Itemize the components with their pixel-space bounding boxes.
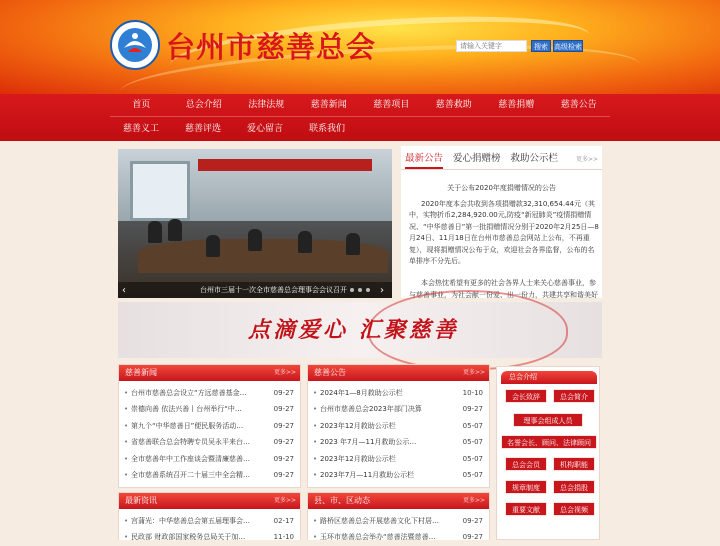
list-item-text[interactable]: 台州市慈善总会设立“方远慈善基金… [131, 389, 247, 397]
list-item-date: 05-07 [462, 421, 483, 430]
nav-item-home[interactable]: 首页 [132, 100, 151, 110]
list-item[interactable] [119, 467, 300, 483]
about-box [496, 366, 600, 540]
list-item-date: 09-27 [273, 438, 294, 447]
list-item-date: 05-07 [462, 470, 483, 479]
list-item[interactable] [308, 467, 489, 483]
slider-photo-person [206, 235, 220, 257]
list-item-date: 09-27 [273, 389, 294, 397]
notice-more-link[interactable]: 更多>> [575, 156, 598, 163]
about-header: 总会介绍 [501, 371, 597, 384]
list-item-date: 09-27 [273, 470, 294, 479]
slider-photo-person [148, 221, 162, 243]
about-button-president-speech[interactable]: 会长致辞 [505, 389, 547, 403]
list-item-date: 02-17 [273, 517, 294, 525]
charity-news-header [119, 365, 300, 381]
charity-notice-title: 慈善公告 [314, 368, 346, 377]
list-item[interactable] [308, 385, 489, 401]
list-item[interactable] [119, 385, 300, 401]
slider-dot[interactable] [366, 288, 370, 292]
charity-notice-header [308, 365, 489, 381]
slider-next-arrow-icon[interactable]: › [380, 285, 384, 296]
slider-photo-window [130, 161, 190, 221]
list-item-text[interactable]: 2024年1—8月救助公示栏 [320, 389, 403, 397]
list-item[interactable] [119, 434, 300, 450]
about-button-intro[interactable]: 总会简介 [553, 389, 595, 403]
list-item-text[interactable]: 全市慈善年中工作座谈会暨清廉慈善… [131, 454, 250, 463]
photo-slider[interactable] [118, 149, 392, 298]
about-button-shares[interactable]: 总会捐股 [553, 480, 595, 494]
list-item-text[interactable]: 玉环市慈善总会举办“慈善法暨慈善… [320, 533, 436, 542]
county-news-header [308, 493, 489, 509]
list-item-text[interactable]: 第九个“中华慈善日”便民服务活动… [131, 421, 244, 430]
latest-info-header [119, 493, 300, 509]
list-item[interactable] [308, 513, 489, 529]
list-item-text[interactable]: 崇德向善 依法兴善丨台州举行“中… [131, 405, 242, 414]
charity-news-box [118, 364, 301, 488]
list-item[interactable] [308, 418, 489, 434]
nav-item-contact[interactable]: 联系我们 [308, 124, 345, 134]
nav-item-notice[interactable]: 慈善公告 [560, 100, 597, 110]
charity-news-list [119, 381, 300, 483]
nav-item-laws[interactable]: 法律法规 [248, 100, 285, 110]
tab-aid-publicity[interactable]: 救助公示栏 [510, 153, 559, 164]
list-item-date: 09-27 [462, 517, 483, 525]
slider-dot[interactable] [358, 288, 362, 292]
site-header [0, 0, 720, 94]
charity-logo-icon[interactable] [110, 20, 160, 70]
nav-item-news[interactable]: 慈善新闻 [310, 100, 347, 110]
list-item[interactable] [308, 434, 489, 450]
list-item-text[interactable]: 宫蒲光：中华慈善总会第五届理事会… [131, 517, 250, 525]
nav-item-aid[interactable]: 慈善救助 [435, 100, 472, 110]
divider [401, 169, 602, 170]
list-item-text[interactable]: 省慈善联合总会特聘专员吴永平来台… [131, 438, 250, 447]
list-item-date: 09-27 [462, 405, 483, 414]
tab-donation-list[interactable]: 爱心捐赠榜 [453, 153, 501, 164]
list-item-date: 09-27 [462, 533, 483, 542]
slider-photo-banner [198, 159, 372, 171]
list-item-text[interactable]: 民政部 财政部国家税务总局关于加… [131, 533, 246, 542]
about-button-rules[interactable]: 规章制度 [505, 480, 547, 494]
slider-photo-person [248, 229, 262, 251]
latest-info-list [119, 509, 300, 546]
list-item-text[interactable]: 2023 年7月—11月救助公示… [320, 438, 417, 447]
notice-tabs [405, 150, 558, 169]
list-item-date: 09-27 [273, 454, 294, 463]
list-item[interactable] [119, 401, 300, 417]
about-button-members[interactable]: 总会会员 [505, 457, 547, 471]
list-item-text[interactable]: 台州市慈善总会2023年部门决算 [320, 405, 422, 414]
slider-photo-person [298, 231, 312, 253]
list-item-text[interactable]: 2023年7月—11月救助公示栏 [320, 470, 415, 479]
slider-photo-person [168, 219, 182, 241]
about-button-documents[interactable]: 重要文献 [505, 502, 547, 516]
main-nav [0, 94, 720, 141]
nav-row-1 [110, 94, 610, 117]
nav-item-messages[interactable]: 爱心留言 [246, 124, 283, 134]
slider-caption[interactable]: 台州市三届十一次全市慈善总会理事会会议召开 [118, 282, 392, 298]
notice-title[interactable]: 关于公布2020年度捐赠情况的公告 [447, 184, 556, 192]
charity-news-more-link[interactable]: 更多>> [273, 369, 296, 376]
nav-item-awards[interactable]: 慈善评选 [184, 124, 221, 134]
list-item-date: 09-27 [273, 405, 294, 414]
list-item-text[interactable]: 2023年12月救助公示栏 [320, 454, 396, 463]
about-button-honorary-advisors[interactable]: 名誉会长、顾问、法律顾问 [501, 435, 597, 449]
advanced-search-button[interactable]: 高级检索 [553, 40, 583, 52]
about-button-videos[interactable]: 总会视频 [553, 502, 595, 516]
about-button-functions[interactable]: 机构职能 [553, 457, 595, 471]
list-item[interactable] [308, 529, 489, 545]
list-item[interactable] [308, 401, 489, 417]
notice-panel [401, 146, 602, 298]
slider-photo-person [346, 233, 360, 255]
about-button-council-members[interactable]: 理事会组成人员 [513, 413, 583, 427]
list-item-text[interactable]: 2023年12月救助公示栏 [320, 421, 396, 430]
search-input[interactable]: 请输入关键字 [456, 40, 527, 52]
list-item[interactable] [119, 451, 300, 467]
nav-row-2 [110, 118, 358, 141]
list-item[interactable] [119, 513, 300, 529]
latest-info-more-link[interactable]: 更多>> [273, 497, 296, 504]
list-item-date: 09-27 [273, 421, 294, 430]
tab-latest-notice[interactable]: 最新公告 [405, 150, 443, 169]
county-news-title: 县、市、区动态 [314, 496, 370, 505]
slogan-banner[interactable] [118, 302, 602, 358]
list-item-date: 10-10 [462, 389, 483, 397]
notice-paragraph: 2020年度本会共收到各项捐赠款32,310,654.44元（其中，实物折币2,284,920.00元,防疫“新冠肺炎”疫情捐赠情况、“中华慈善日”第一批捐赠情况分别于2020年2月25日—8月24日、11月18日在台州市慈善总会网站上公布，不再重复），现将捐赠情况公布于众，欢迎社会各界监督，公布的名单排序不分先后。 [409, 200, 599, 266]
nav-item-projects[interactable]: 慈善项目 [373, 100, 410, 110]
slider-dot[interactable] [350, 288, 354, 292]
slogan-text: 点滴爱心 汇聚慈善 [248, 317, 459, 343]
list-item[interactable] [119, 529, 300, 545]
list-item[interactable] [308, 451, 489, 467]
list-item-text[interactable]: 全市慈善系统召开二十届三中全会精… [131, 470, 250, 479]
charity-news-title: 慈善新闻 [125, 368, 157, 377]
nav-item-donation[interactable]: 慈善捐赠 [498, 100, 535, 110]
county-news-list [308, 509, 489, 546]
list-item-text[interactable]: 路桥区慈善总会开展慈善文化下村居… [320, 517, 439, 525]
notice-body [409, 199, 599, 299]
county-news-box [307, 492, 490, 540]
nav-item-volunteers[interactable]: 慈善义工 [122, 124, 159, 134]
latest-info-title: 最新资讯 [125, 496, 157, 505]
notice-paragraph: 本会热忱希望有更多的社会各界人士来关心慈善事业，参与慈善事业，为社会献一份爱、出一份力，共建共享和谐美好 [409, 279, 598, 299]
slider-prev-arrow-icon[interactable]: ‹ [122, 285, 126, 296]
list-item-date: 05-07 [462, 454, 483, 463]
list-item-date: 11-10 [273, 533, 294, 542]
county-news-more-link[interactable]: 更多>> [462, 497, 485, 504]
nav-item-about[interactable]: 总会介绍 [185, 100, 222, 110]
latest-info-box [118, 492, 301, 540]
site-title: 台州市慈善总会 [166, 30, 377, 64]
search-button[interactable]: 搜索 [531, 40, 551, 52]
charity-notice-list [308, 381, 489, 483]
list-item-date: 05-07 [462, 438, 483, 447]
list-item[interactable] [119, 418, 300, 434]
charity-notice-box [307, 364, 490, 488]
charity-notice-more-link[interactable]: 更多>> [462, 369, 485, 376]
